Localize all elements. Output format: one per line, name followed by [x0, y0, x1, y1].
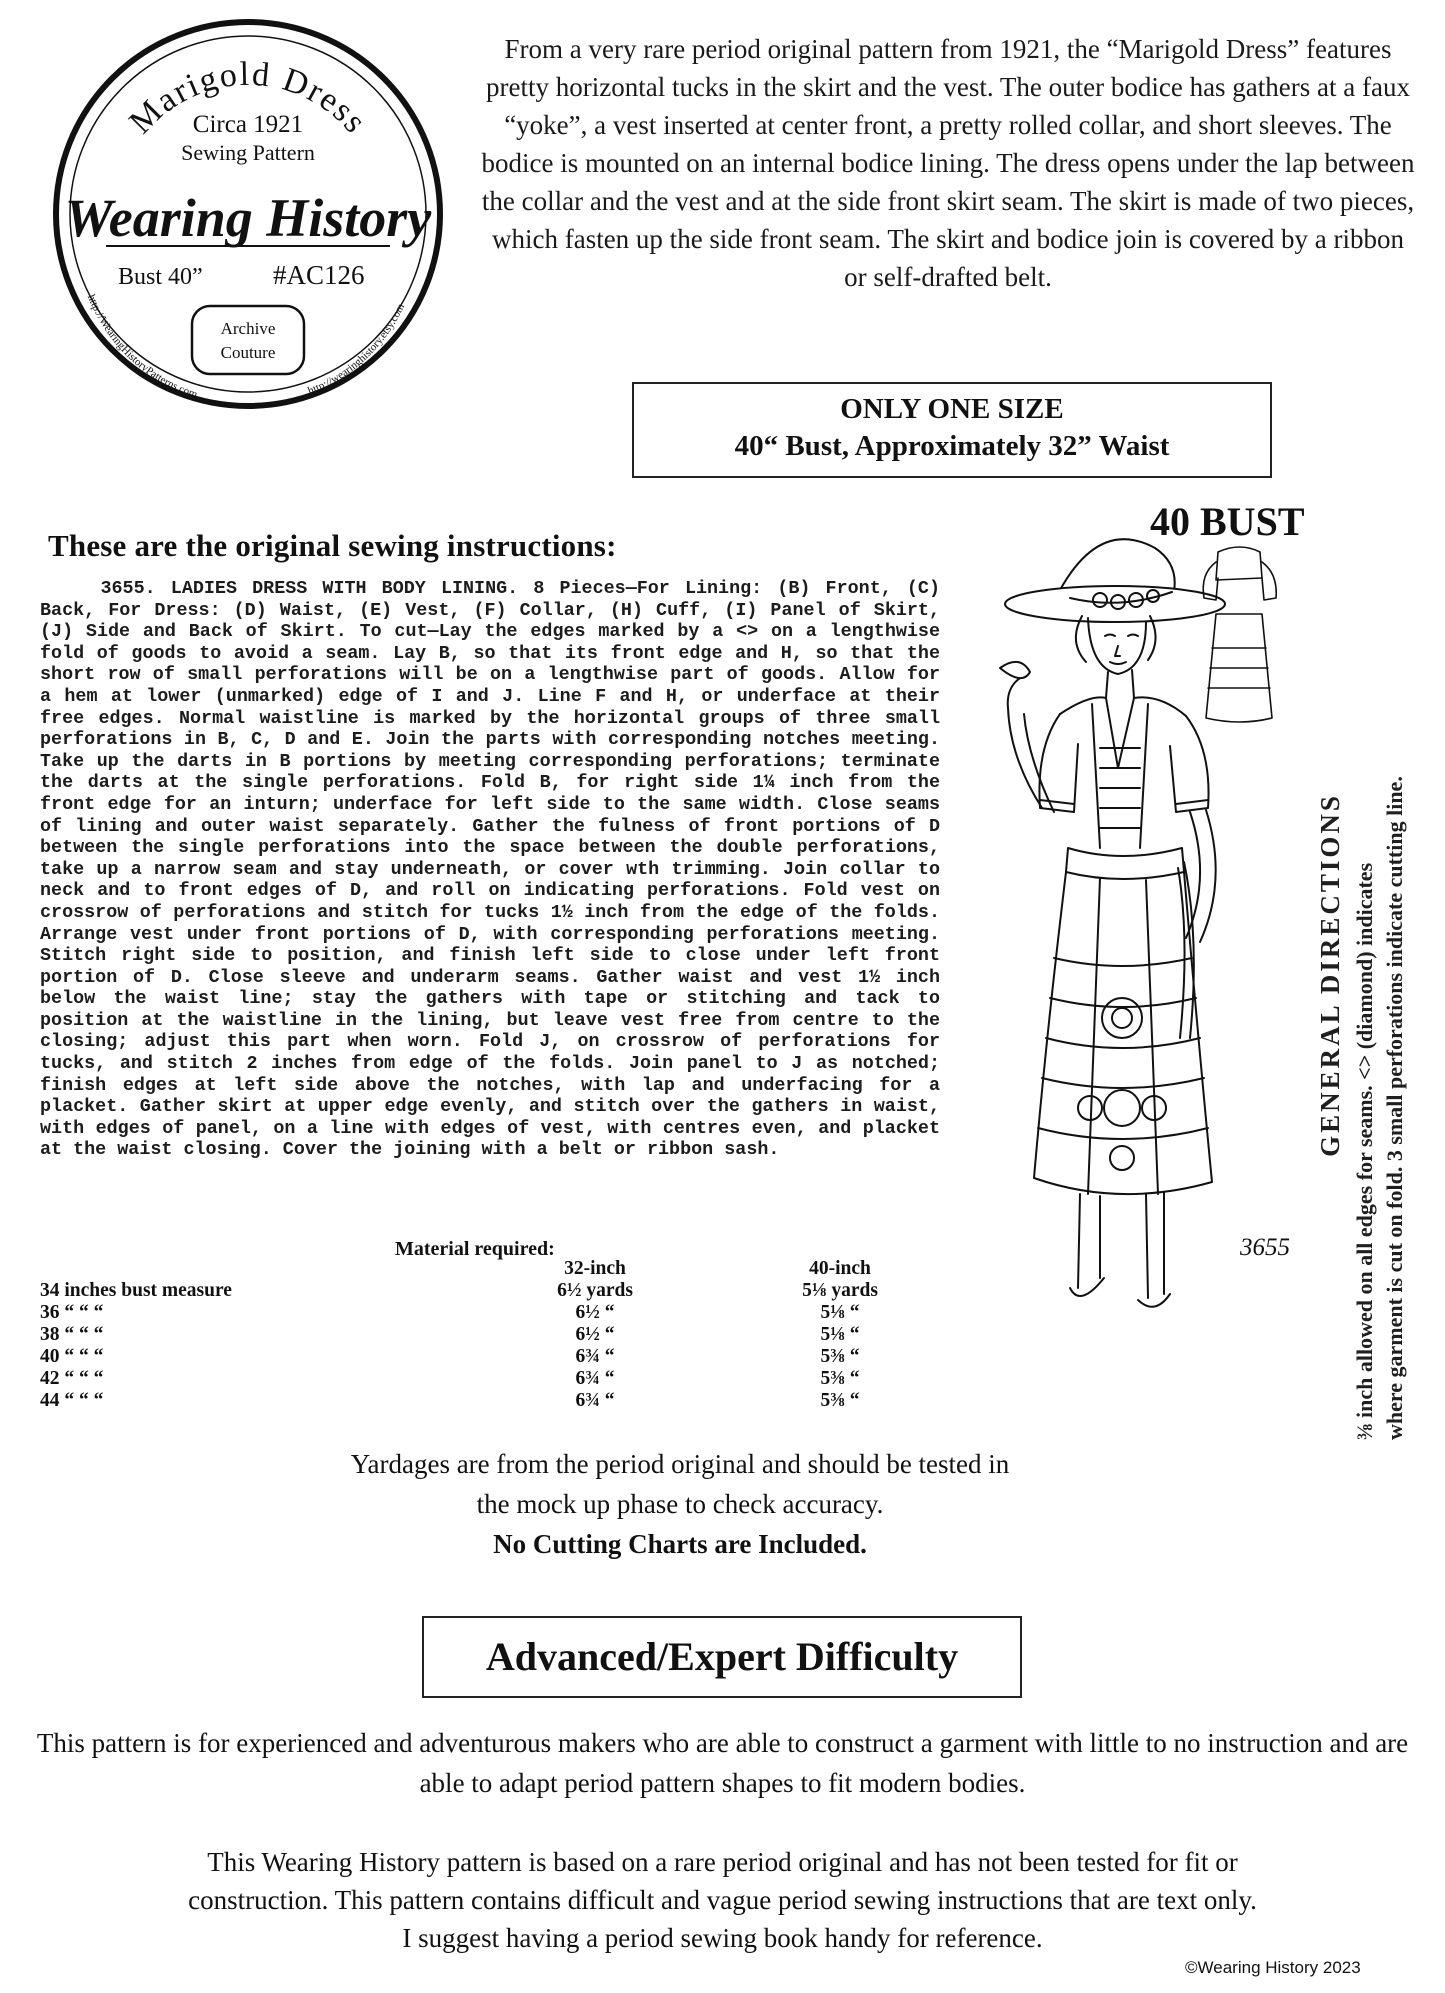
- general-directions-line: where garment is cut on fold. 3 small perforations indicate cutting line.: [1382, 776, 1407, 1440]
- material-row: [40, 1280, 950, 1302]
- general-directions-title: GENERAL DIRECTIONS: [1315, 793, 1345, 1157]
- logo-couture: Couture: [220, 343, 276, 362]
- material-header-row: [40, 1256, 950, 1280]
- copyright: ©Wearing History 2023: [1185, 1958, 1361, 1977]
- material-row-40: 5⅜ “: [820, 1390, 860, 1411]
- material-row-32: 6¾ “: [575, 1368, 615, 1389]
- size-box-measurements: 40“ Bust, Approximately 32” Waist: [734, 430, 1170, 462]
- material-row-40: 5⅜ “: [820, 1346, 860, 1367]
- material-row: [40, 1390, 950, 1412]
- logo-url-left: http://WearingHistoryPatterns.com: [84, 292, 199, 401]
- general-directions-line: ⅜ inch allowed on all edges for seams. <> (diamond) indicates: [1352, 862, 1377, 1440]
- material-row-label: 34 inches bust measure: [40, 1280, 232, 1301]
- material-table: [40, 1256, 950, 1412]
- logo-sewing-pattern: Sewing Pattern: [181, 140, 315, 165]
- material-row-label: 42 “ “ “: [40, 1368, 104, 1389]
- pattern-number: 3655: [1240, 1234, 1290, 1261]
- size-box-title: ONLY ONE SIZE: [840, 393, 1064, 425]
- material-row-32: 6½ yards: [557, 1280, 633, 1301]
- material-row: [40, 1368, 950, 1390]
- material-row-label: 44 “ “ “: [40, 1390, 104, 1411]
- intro-description: From a very rare period original pattern from 1921, the “Marigold Dress” features pretty horizontal tucks in the skirt and the vest. The outer bodice has gathers at a faux “yoke”, a vest inserted at center front, a pretty rolled collar, and short sleeves. The bodice is mounted on an internal bodice lining. The dress opens under the lap between the collar and the vest and at the side front skirt seam. The skirt is made of two pieces, which fasten up the side front seam. The skirt and bodice join is covered by a ribbon or self-drafted belt.: [481, 34, 1415, 292]
- logo-circa: Circa 1921: [192, 111, 304, 138]
- no-cutting-charts-note: No Cutting Charts are Included.: [493, 1529, 867, 1559]
- material-row-32: 6½ “: [575, 1302, 615, 1323]
- material-row-32: 6¾ “: [575, 1390, 615, 1411]
- experience-note: This pattern is for experienced and adventurous makers who are able to construct a garment with little to no instruction and are able to adapt period pattern shapes to fit modern bodies.: [36, 1728, 1409, 1798]
- material-row: [40, 1302, 950, 1324]
- logo-sku: #AC126: [273, 260, 365, 290]
- logo-url-right: http://wearinghistory.etsy.com: [306, 301, 408, 398]
- material-row-40: 5⅜ “: [820, 1368, 860, 1389]
- disclaimer-line: construction. This pattern contains difficult and vague period sewing instructions that are text only.: [188, 1885, 1257, 1915]
- bust-label: 40 BUST: [1150, 499, 1305, 544]
- yardage-note: [230, 1444, 1130, 1564]
- material-row: [40, 1346, 950, 1368]
- logo-bust-size: Bust 40”: [118, 264, 203, 290]
- material-row-40: 5⅛ yards: [802, 1280, 878, 1301]
- material-row-40: 5⅛ “: [820, 1302, 860, 1323]
- yardage-note-line: Yardages are from the period original and should be tested in: [350, 1449, 1010, 1479]
- material-row-32: 6¾ “: [575, 1346, 615, 1367]
- disclaimer-line: I suggest having a period sewing book handy for reference.: [402, 1923, 1043, 1953]
- disclaimer-line: This Wearing History pattern is based on a rare period original and has not been tested for fit or: [207, 1847, 1238, 1877]
- yardage-note-line: the mock up phase to check accuracy.: [476, 1489, 884, 1519]
- logo-title: Marigold Dress: [122, 55, 375, 142]
- disclaimer: [20, 1843, 1425, 1957]
- material-row-32: 6½ “: [575, 1324, 615, 1345]
- material-row: [40, 1324, 950, 1346]
- material-row-label: 40 “ “ “: [40, 1346, 104, 1367]
- size-box: [632, 382, 1272, 478]
- material-row-label: 38 “ “ “: [40, 1324, 104, 1345]
- material-required-title: Material required:: [395, 1238, 555, 1260]
- material-row-label: 36 “ “ “: [40, 1302, 104, 1323]
- material-row-40: 5⅛ “: [820, 1324, 860, 1345]
- general-directions: [1315, 510, 1445, 1440]
- difficulty-box: Advanced/Expert Difficulty: [422, 1616, 1022, 1698]
- material-col-32: 32-inch: [564, 1258, 626, 1279]
- instructions-body: 3655. LADIES DRESS WITH BODY LINING. 8 Pieces—For Lining: (B) Front, (C) Back, For Dress: (D) Waist, (E) Vest, (F) Collar, (H) Cuff, (I) Panel of Skirt, (J) Side and Back of Skirt. To cut—Lay the edges marked by a <> on a lengthwise fold of goods to avoid a seam. Lay B, so that its front edge and H, so that the short row of small perforations will be on a lengthwise part of goods. Allow for a hem at lower (unmarked) edge of I and J. Line F and H, or underface at their free edges. Normal waistline is marked by the horizontal groups of three small perforations in B, C, D and E. Join the parts with corresponding notches meeting. Take up the darts in B portions by meeting corresponding perforations; terminate the darts at the single perforations. Fold B, for right side 1¼ inch from the front edge for an inturn; underface for left side to the same width. Close seams of lining and outer waist separately. Gather the fulness of front portions of D between the single perforations into the space between the double perforations, take up a narrow seam and stay underneath, or cover wth trimming. Join collar to neck and to front edges of D, and roll on indicating perforations. Fold vest on crossrow of perforations and stitch for tucks 1½ inch from the edge of the folds. Arrange vest under front portions of D, with corresponding perforations meeting. Stitch right side to position, and finish left side to close under left front portion of D. Close sleeve and underarm seams. Gather waist and vest 1½ inch below the waist line; stay the gathers with tape or stitching and tack to position at the waistline in the lining, but leave vest free from centre to the closing; adjust this part when worn. Fold J, on crossrow of perforations for tucks, and stitch 2 inches from edge of the folds. Join panel to J as notched; finish edges at left side above the notches, with lap and underfacing for a placket. Gather skirt at upper edge evenly, and stitch over the gathers in waist, with edges of panel, on a line with edges of vest, with centres even, and placket at the waist closing. Cover the joining with a belt or ribbon sash.: [40, 578, 952, 1161]
- brand-seal-logo: [48, 14, 448, 414]
- logo-brand-script: Wearing History: [64, 188, 432, 248]
- logo-archive: Archive: [220, 319, 276, 338]
- material-col-40: 40-inch: [809, 1258, 871, 1279]
- instructions-heading: These are the original sewing instructions:: [48, 528, 617, 563]
